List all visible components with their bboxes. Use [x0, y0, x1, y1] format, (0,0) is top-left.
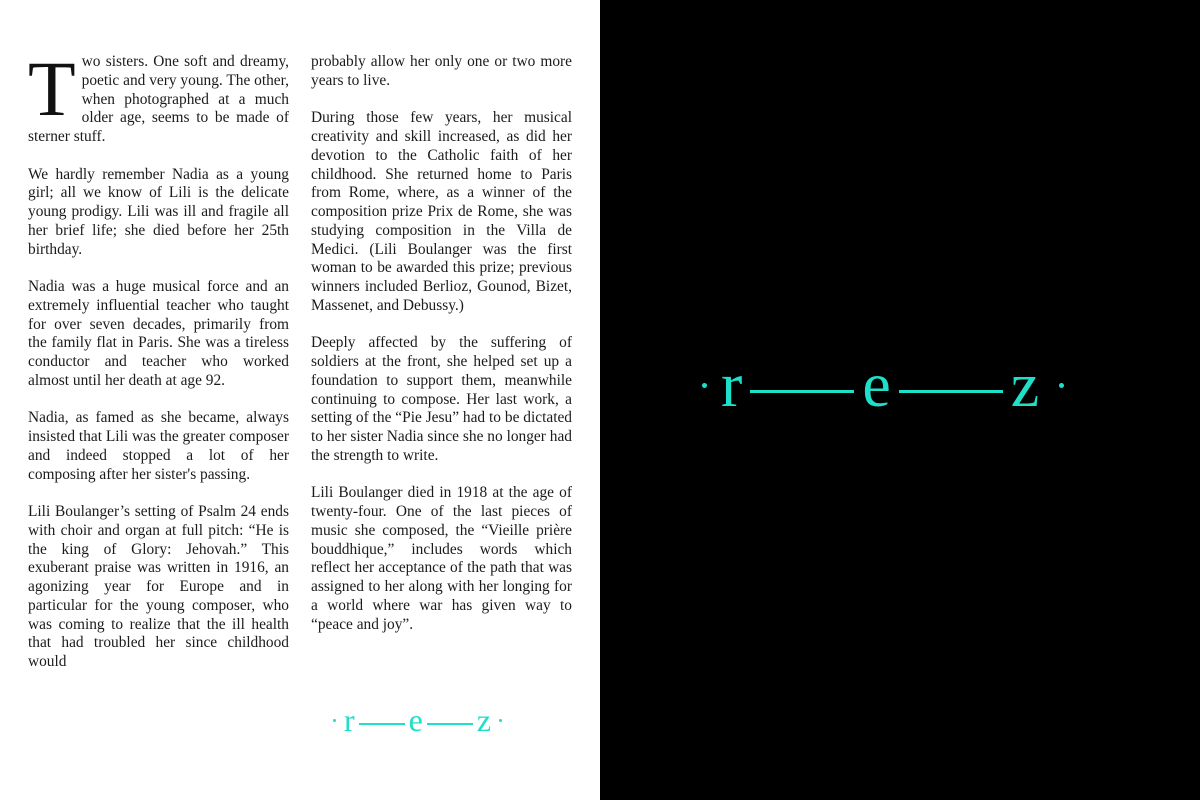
paragraph: Deeply affected by the suffering of soldiers at the front, she helped set up a foundation to support them, meanwhile continuing to compose. Her last work, a setting of the “Pie Jesu” had to be dictated to her sister Nadia since she no longer had the strength to write.	[311, 334, 572, 464]
logo-dash-icon	[750, 390, 854, 393]
logo-letter: e	[862, 349, 891, 420]
paragraph: We hardly remember Nadia as a young girl; all we know of Lili is the delicate young prodigy. Lili was ill and fragile all her brief life; she died before her 25th birthday.	[28, 165, 289, 258]
paragraph: During those few years, her musical creativity and skill increased, as did her devotion to the Catholic faith of her childhood. She returned home to Paris from Rome, where, as a winner of the composition prize Prix de Rome, she was studying composition in the Villa de Medici. (Lili Boulanger was the first woman to be awarded this prize; previous winners included Berlioz, Gounod, Bizet, Massenet, and Debussy.)	[311, 109, 572, 314]
article-column-2	[311, 53, 572, 634]
paragraph: Nadia, as famed as she became, always insisted that Lili was the greater composer and indeed stopped a lot of her composing after her sister's passing.	[28, 409, 289, 483]
logo-letter: e	[408, 702, 423, 738]
paragraph: Lili Boulanger died in 1918 at the age of twenty-four. One of the last pieces of music she composed, the “Vieille prière bouddhique,” includes words which reflect her acceptance of the path that was assigned to her along with her longing for a world where war has given way to “peace and joy”.	[311, 484, 572, 633]
logo-dot-icon	[1059, 383, 1064, 388]
logo-dot-icon	[702, 383, 707, 388]
logo-letter: r	[721, 349, 743, 420]
paragraph: Lili Boulanger’s setting of Psalm 24 ends with choir and organ at full pitch: “He is the king of Glory: Jehovah.” This exuberant praise was written in 1916, an agonizing year for Europe and in particular for the young composer, who was coming to realize that the ill health that had troubled her since childhood would	[28, 503, 289, 670]
paragraph	[28, 45, 289, 147]
logo-letter: r	[344, 702, 355, 738]
paragraph: probably allow her only one or two more years to live.	[311, 53, 572, 89]
rez-logo-small	[333, 702, 502, 739]
logo-dot-icon	[499, 719, 502, 722]
article-column-1	[28, 45, 289, 672]
paragraph: Nadia was a huge musical force and an extremely influential teacher who taught for over seven decades, primarily from the family flat in Paris. She was a tireless conductor and teacher who worked almost until her death at age 92.	[28, 278, 289, 389]
paragraph-text: wo sisters. One soft and dreamy, poetic and very young. The other, when photographed at a much older age, seems to be made of sterner stuff.	[28, 53, 289, 145]
rez-logo-large	[702, 348, 1064, 422]
drop-cap: T	[28, 45, 76, 132]
logo-letter: z	[1010, 349, 1040, 420]
logo-dash-icon	[899, 390, 1003, 393]
logo-dash-icon	[359, 723, 405, 725]
logo-dash-icon	[427, 723, 473, 725]
logo-letter: z	[476, 702, 492, 738]
logo-dot-icon	[333, 719, 336, 722]
